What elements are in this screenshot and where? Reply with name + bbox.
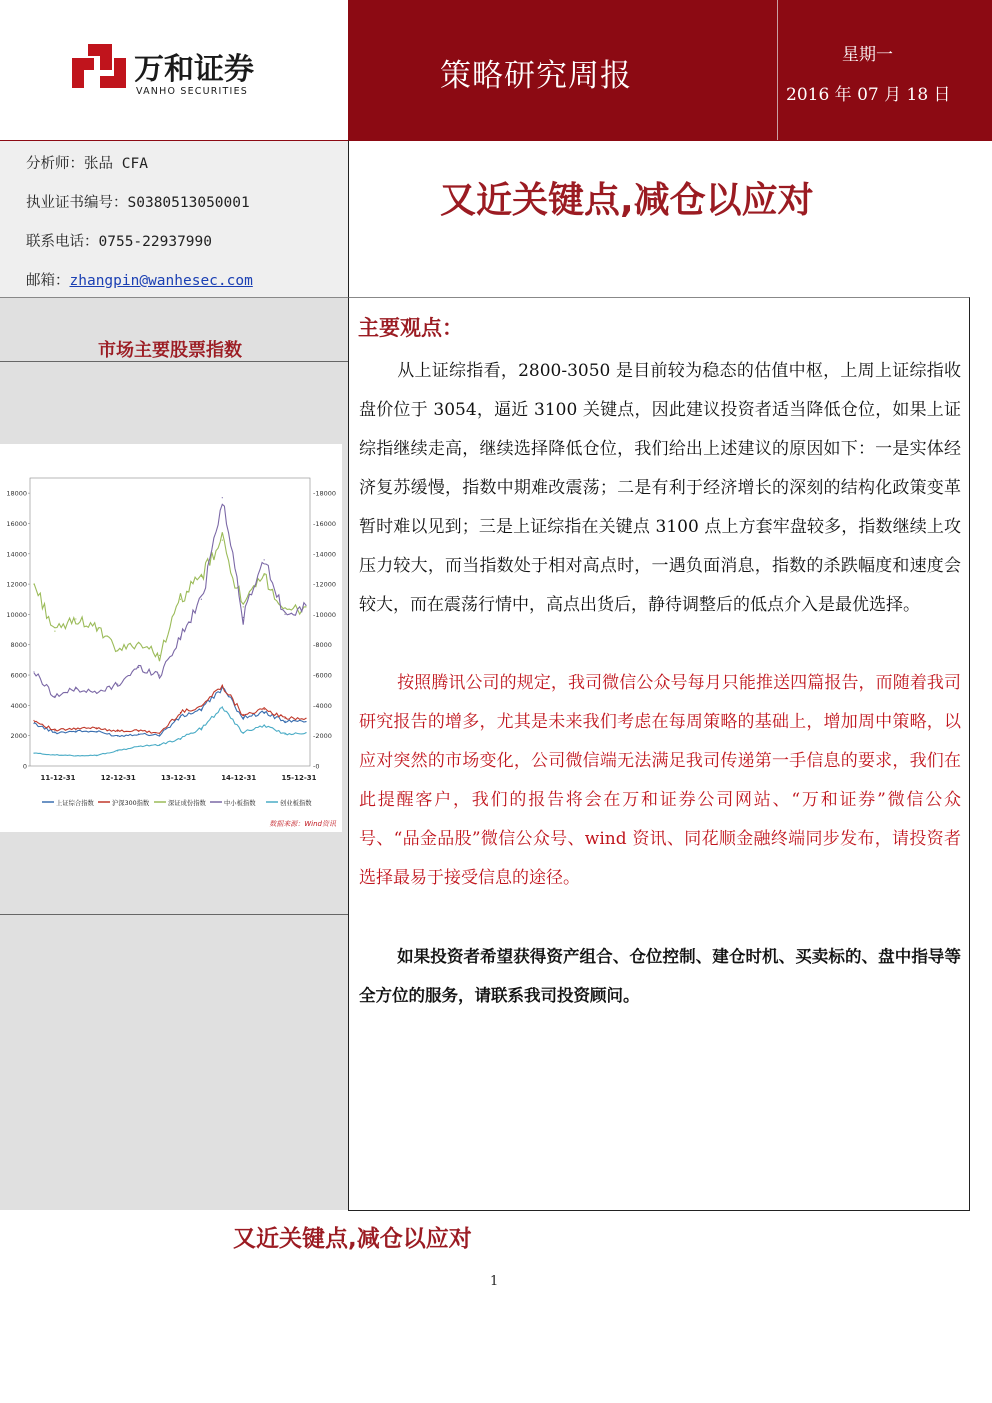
email-label: 邮箱： <box>26 273 70 289</box>
y-tick-label-left: 6000 <box>10 671 27 680</box>
data-point <box>117 684 118 685</box>
data-point <box>284 614 285 615</box>
x-tick-label: 15-12-31 <box>281 774 317 782</box>
data-point <box>284 718 285 719</box>
section-heading: 主要观点： <box>358 316 463 340</box>
index-chart-panel <box>0 444 342 832</box>
data-point <box>75 688 76 689</box>
report-type: 策略研究周报 <box>440 58 632 94</box>
data-point <box>264 559 265 560</box>
logo-area <box>0 0 348 140</box>
y-tick-label-right: -10000 <box>313 610 337 619</box>
legend-label: 上证综合指数 <box>56 800 94 807</box>
y-tick-label-right: -18000 <box>313 489 337 498</box>
y-tick-label-left: 0 <box>22 762 27 771</box>
y-tick-label-left: 8000 <box>10 641 27 650</box>
data-point <box>159 655 160 656</box>
data-point <box>117 735 118 736</box>
paragraph-1 <box>359 352 961 625</box>
data-point <box>159 674 160 675</box>
analyst-phone: 联系电话：0755-22937990 <box>26 234 212 250</box>
data-point <box>54 730 55 731</box>
data-point <box>33 671 34 672</box>
data-point <box>138 746 139 747</box>
report-weekday: 星期一 <box>842 45 893 65</box>
logo-mark-icon <box>72 44 126 88</box>
paragraph-1-text: 从上证综指看，2800-3050 是目前较为稳态的估值中枢，上周上证综指收盘价位于 3054，逼近 3100 关键点，因此建议投资者适当降低仓位，如果上证综指继续走高，继续选择降低仓位，我们给出上述建议的原因如下：一是实体经济复苏缓慢，指数中期难改震荡；二是有利于经济增长的深刻的结构化政策变革暂时难以见到；三是上证综指在关键点 3100 点上方套牢盘较多，指数继续上攻压力较大，而当指数处于相对高点时，一遇负面消息，指数的杀跌幅度和速度会较大，而在震荡行情中，高点出货后，静待调整后的低点介入是最优选择。 <box>359 361 961 615</box>
data-point <box>159 744 160 745</box>
data-point <box>75 731 76 732</box>
legend-label: 中小板指数 <box>224 800 256 807</box>
data-point <box>243 714 244 715</box>
paragraph-3 <box>359 937 961 1015</box>
data-point <box>180 738 181 739</box>
data-point <box>243 717 244 718</box>
series-line <box>34 504 306 697</box>
data-point <box>243 606 244 607</box>
data-point <box>284 734 285 735</box>
chart-source: 数据来源：Wind资讯 <box>269 820 336 828</box>
paragraph-2 <box>359 664 961 898</box>
data-point <box>305 721 306 722</box>
x-tick-label: 13-12-31 <box>160 774 197 782</box>
data-point <box>138 733 139 734</box>
data-point <box>117 650 118 651</box>
data-point <box>159 733 160 734</box>
data-point <box>54 754 55 755</box>
data-point <box>33 584 34 585</box>
analyst-name: 分析师：张品 CFA <box>26 156 148 172</box>
data-point <box>264 724 265 725</box>
data-point <box>264 574 265 575</box>
data-point <box>222 706 223 707</box>
data-point <box>117 731 118 732</box>
data-point <box>117 750 118 751</box>
data-point <box>222 497 223 498</box>
y-tick-label-left: 10000 <box>6 610 27 619</box>
y-tick-label-right: -6000 <box>313 671 332 680</box>
data-point <box>54 696 55 697</box>
data-point <box>138 730 139 731</box>
x-tick-label: 11-12-31 <box>40 774 76 782</box>
logo-en-text: VANHO SECURITIES <box>136 86 248 97</box>
y-tick-label-left: 16000 <box>6 519 27 528</box>
data-point <box>180 637 181 638</box>
data-point <box>96 693 97 694</box>
data-point <box>201 709 202 710</box>
data-point <box>243 617 244 618</box>
data-point <box>305 605 306 606</box>
data-point <box>138 667 139 668</box>
y-tick-label-left: 14000 <box>6 550 27 559</box>
series-line <box>34 532 306 661</box>
y-tick-label-left: 12000 <box>6 580 27 589</box>
y-tick-label-right: -0 <box>313 762 320 771</box>
divider <box>0 914 348 915</box>
data-point <box>180 716 181 717</box>
data-point <box>159 734 160 735</box>
y-tick-label-right: -4000 <box>313 701 332 710</box>
y-tick-label-right: -16000 <box>313 519 337 528</box>
footer-title: 又近关键点,减仓以应对 <box>233 1226 472 1252</box>
y-tick-label-left: 2000 <box>10 732 27 741</box>
data-point <box>96 727 97 728</box>
data-point <box>201 576 202 577</box>
data-point <box>305 732 306 733</box>
data-point <box>75 618 76 619</box>
data-point <box>201 706 202 707</box>
data-point <box>222 540 223 541</box>
data-point <box>54 732 55 733</box>
data-point <box>33 753 34 754</box>
y-tick-label-left: 4000 <box>10 701 27 710</box>
data-point <box>222 685 223 686</box>
legend-label: 沪深300指数 <box>112 800 150 807</box>
data-point <box>305 606 306 607</box>
y-tick-label-right: -8000 <box>313 641 332 650</box>
data-point <box>180 712 181 713</box>
data-point <box>264 712 265 713</box>
data-point <box>305 718 306 719</box>
data-point <box>264 709 265 710</box>
index-line-chart <box>0 444 342 832</box>
analyst-cert: 执业证书编号：S0380513050001 <box>26 195 250 211</box>
data-point <box>75 755 76 756</box>
data-point <box>33 720 34 721</box>
main-title: 又近关键点,减仓以应对 <box>440 180 814 221</box>
data-point <box>201 599 202 600</box>
data-point <box>138 642 139 643</box>
x-tick-label: 12-12-31 <box>100 774 136 782</box>
report-date: 2016 年 07 月 18 日 <box>786 85 951 105</box>
data-point <box>96 731 97 732</box>
data-point <box>201 728 202 729</box>
y-tick-label-left: 18000 <box>6 489 27 498</box>
data-point <box>96 627 97 628</box>
header-divider <box>777 0 778 140</box>
x-tick-label: 14-12-31 <box>221 774 257 782</box>
data-point <box>243 732 244 733</box>
logo-cn-text: 万和证券 <box>134 52 254 87</box>
data-point <box>33 723 34 724</box>
paragraph-2-text: 按照腾讯公司的规定，我司微信公众号每月只能推送四篇报告，而随着我司研究报告的增多，尤其是未来我们考虑在每周策略的基础上，增加周中策略，以应对突然的市场变化，公司微信端无法满足我司传递第一手信息的要求，我们在此提醒客户，我们的报告将会在万和证券公司网站、“万和证券”微信公众号、“品金品股”微信公众号、wind 资讯、同花顺金融终端同步发布，请投资者选择最易于接受信息的途径。 <box>359 673 961 888</box>
chart-heading: 市场主要股票指数 <box>98 340 242 361</box>
legend-label: 创业板指数 <box>280 800 312 807</box>
data-point <box>75 728 76 729</box>
data-point <box>284 721 285 722</box>
analyst-email-row <box>26 269 253 290</box>
y-tick-label-right: -14000 <box>313 550 337 559</box>
legend-label: 深证成份指数 <box>168 800 206 807</box>
data-point <box>54 630 55 631</box>
paragraph-3-text: 如果投资者希望获得资产组合、仓位控制、建仓时机、买卖标的、盘中指导等全方位的服务，请联系我司投资顾问。 <box>359 947 961 1005</box>
email-link[interactable]: zhangpin@wanhesec.com <box>69 273 253 289</box>
y-tick-label-right: -2000 <box>313 732 332 741</box>
company-logo <box>0 0 348 140</box>
y-tick-label-right: -12000 <box>313 580 337 589</box>
page-number: 1 <box>490 1274 499 1289</box>
data-point <box>96 755 97 756</box>
data-point <box>180 599 181 600</box>
